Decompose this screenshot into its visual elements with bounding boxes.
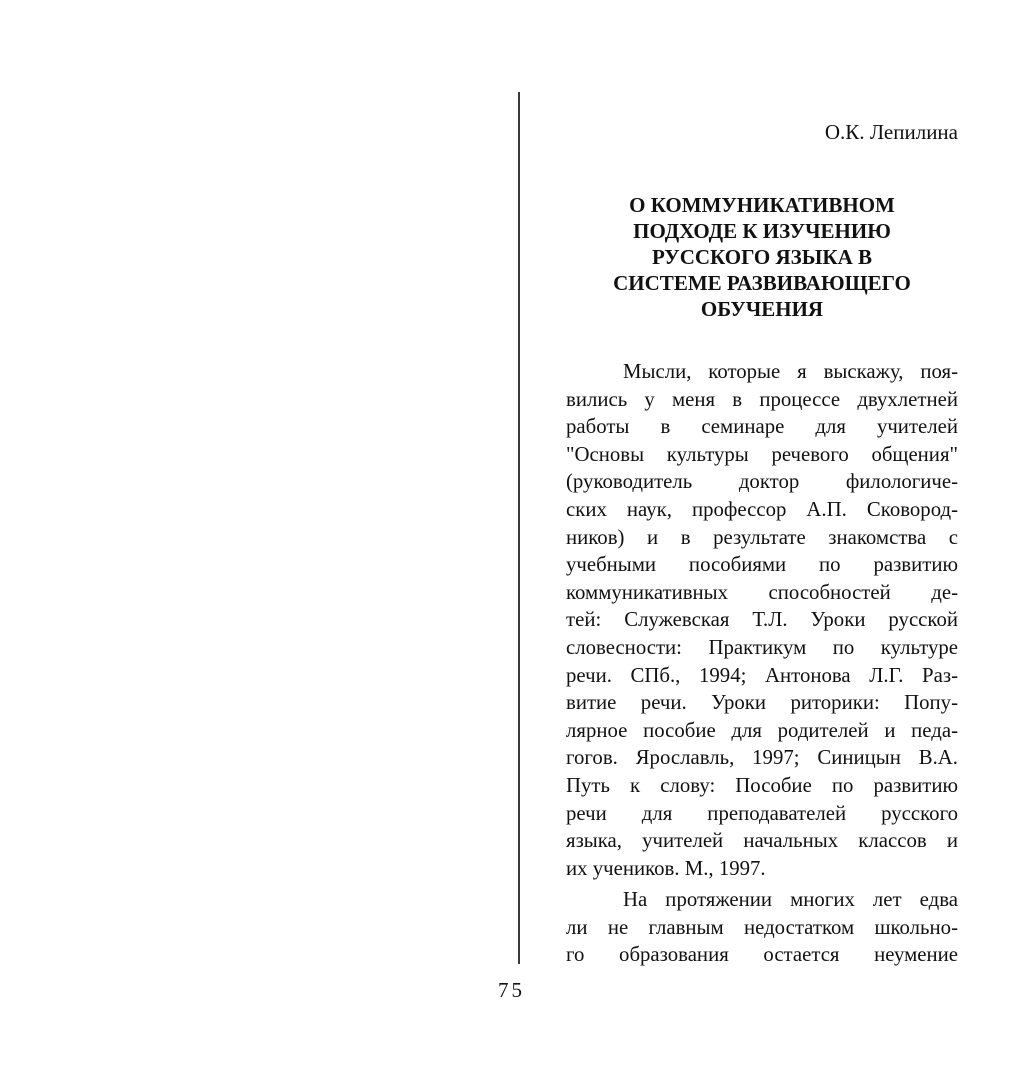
text-line: го образования остается неумение: [566, 943, 958, 967]
text-line: ников) и в результате знакомства с: [566, 525, 958, 549]
text-line: их учеников. М., 1997.: [566, 856, 766, 880]
text-line: тей: Служевская Т.Л. Уроки русской: [566, 608, 958, 632]
text-line: ли не главным недостатком школьно-: [566, 915, 958, 939]
text-line: Мысли, которые я выскажу, поя-: [623, 360, 958, 383]
text-line: ских наук, профессор А.П. Сковород-: [566, 497, 958, 521]
text-line: речи для преподавателей русского: [566, 801, 958, 825]
text-line: работы в семинаре для учителей: [566, 415, 958, 439]
text-line: вились у меня в процессе двухлетней: [566, 387, 958, 411]
text-line: (руководитель доктор филологиче-: [566, 470, 958, 494]
article-body: [566, 358, 958, 969]
text-line: Путь к слову: Пособие по развитию: [566, 773, 958, 797]
text-line: учебными пособиями по развитию: [566, 553, 958, 577]
paragraph-1: [566, 358, 958, 882]
title-line: ОБУЧЕНИЯ: [700, 297, 824, 321]
author-name: О.К. Лепилина: [824, 120, 958, 144]
text-line: витие речи. Уроки риторики: Попу-: [566, 691, 958, 715]
text-line: коммуникативных способностей де-: [566, 580, 958, 604]
text-column: [566, 118, 958, 969]
text-line: словесности: Практикум по культуре: [566, 635, 958, 659]
text-line: "Основы культуры речевого общения": [566, 442, 958, 466]
text-line: языка, учителей начальных классов и: [566, 829, 958, 853]
text-line: На протяжении многих лет едва: [623, 888, 958, 912]
article-title: [566, 192, 958, 322]
title-line: О КОММУНИКАТИВНОМ: [629, 193, 895, 217]
title-line: ПОДХОДЕ К ИЗУЧЕНИЮ: [633, 219, 891, 243]
page-gutter-divider: [518, 92, 520, 964]
paragraph-2: [566, 886, 958, 969]
text-line: гогов. Ярославль, 1997; Синицын В.А.: [566, 746, 958, 770]
title-line: РУССКОГО ЯЗЫКА В: [651, 245, 873, 269]
page-number: 75: [498, 978, 525, 1002]
title-line: СИСТЕМЕ РАЗВИВАЮЩЕГО: [613, 271, 911, 295]
text-line: лярное пособие для родителей и педа-: [566, 718, 958, 742]
text-line: речи. СПб., 1994; Антонова Л.Г. Раз-: [566, 663, 958, 687]
